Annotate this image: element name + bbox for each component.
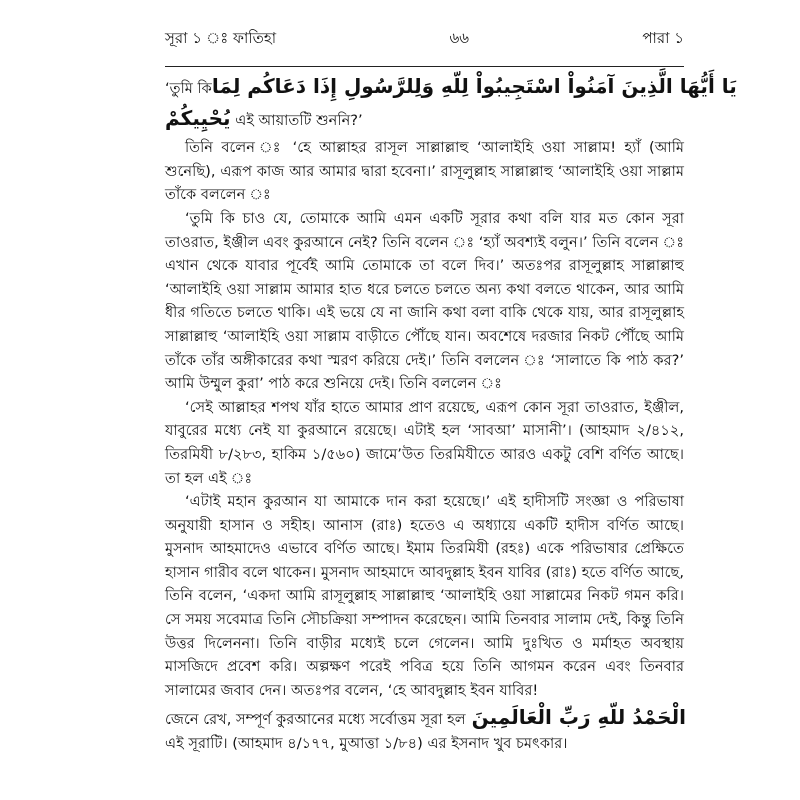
paragraph-1: তিনি বলেন ঃ ‘হে আল্লাহর রাসূল সাল্লাল্লাহু ‘আলাইহি ওয়া সাল্লাম! হ্যাঁ (আমি শুনেছি), এরূপ কাজ আর আমার দ্বারা হবেনা।’ রাসূলুল্লাহ সাল্লাল্লাহু ‘আলাইহি ওয়া সাল্লাম তাঁকে বললেন ঃ [165,139,684,204]
header-para: পারা ১ [642,28,684,47]
verse-arabic-2: يُحْيِيكُمْ [165,105,231,130]
fatiha-line [165,706,684,732]
verse-line [165,74,737,101]
header-rule [165,66,684,67]
verse-line-2 [165,107,684,133]
paragraph-4: ‘এটাই মহান কুরআন যা আমাকে দান করা হয়েছে।’ এই হাদীসটি সংজ্ঞা ও পরিভাষা অনুযায়ী হাসান ও সহীহ। আনাস (রাঃ) হতেও এ অধ্যায়ে একটি হাদীস বর্ণিত আছে। মুসনাদ আহমাদেও এভাবে বর্ণিত আছে। ইমাম তিরমিযী (রহঃ) একে পরিভাষার প্রেক্ষিতে হাসান গারীব বলে থাকেন। মুসনাদ আহমাদে আবদুল্লাহ ইবন যাবির (রাঃ) হতে বর্ণিত আছে, তিনি বলেন, ‘একদা আমি রাসূলুল্লাহ সাল্লাল্লাহু ‘আলাইহি ওয়া সাল্লামের নিকট গমন করি। সে সময় সবেমাত্র তিনি সৌচক্রিয়া সম্পাদন করেছেন। আমি তিনবার সালাম দেই, কিন্তু তিনি উত্তর দিলেননা। তিনি বাড়ীর মধ্যেই চলে গেলেন। আমি দুঃখিত ও মর্মাহত অবস্থায় মাসজিদে প্রবেশ করি। অল্পক্ষণ পরেই পবিত্র হয়ে তিনি আগমন করেন এবং তিনবার সালামের জবাব দেন। অতঃপর বলেন, ‘হে আবদুল্লাহ ইবন যাবির! [165,493,684,699]
header-page-number: ৬৬ [449,28,469,47]
verse-suffix: এই আয়াতটি শুননি?’ [235,111,363,129]
header-surah: সূরা ১ ঃ ফাতিহা [165,28,277,47]
paragraph-2: ‘তুমি কি চাও যে, তোমাকে আমি এমন একটি সূরার কথা বলি যার মত কোন সূরা তাওরাত, ইঞ্জীল এবং কুরআনে নেই? তিনি বলেন ঃ ‘হ্যাঁ অবশ্যই বলুন।’ তিনি বলেন ঃ এখান থেকে যাবার পূর্বেই আমি তোমাকে তা বলে দিব।’ অতঃপর রাসূলুল্লাহ সাল্লাল্লাহু ‘আলাইহি ওয়া সাল্লাম আমার হাত ধরে চলতে চলতে অন্য কথা বলতে থাকেন, আর আমি ধীর গতিতে চলতে থাকি। এই ভয়ে যে না জানি কথা বলা বাকি থেকে যায়, আর রাসূলুল্লাহ সাল্লাল্লাহু ‘আলাইহি ওয়া সাল্লাম বাড়ীতে পৌঁছে যান। অবশেষে দরজার নিকট পৌঁছে আমি তাঁকে তাঁর অঙ্গীকারের কথা স্মরণ করিয়ে দেই।’ তিনি বললেন ঃ ‘সালাতে কি পাঠ কর?’ আমি উম্মুল কুরা’ পাঠ করে শুনিয়ে দেই। তিনি বললেন ঃ [165,209,684,393]
fatiha-prefix: জেনে রেখ, সম্পূর্ণ কুরআনের মধ্যে সর্বোত্তম সূরা হল [165,711,466,729]
page-body [165,74,737,756]
page-header [165,28,684,50]
last-line: এই সূরাটি। (আহমাদ ৪/১৭৭, মুআত্তা ১/৮৪) এর ইসনাদ খুব চমৎকার। [165,735,568,753]
paragraph-3: ‘সেই আল্লাহর শপথ যাঁর হাতে আমার প্রাণ রয়েছে, এরূপ কোন সূরা তাওরাত, ইঞ্জীল, যাবুরের মধ্যে নেই যা কুরআনে রয়েছে। এটাই হল ‘সাবআ’ মাসানী’। (আহমাদ ২/৪১২, তিরমিযী ৮/২৮৩, হাকিম ১/৫৬০) জামে’উত তিরমিযীতে আরও একটু বেশি বর্ণিত আছে। তা হল এই ঃ [165,398,684,487]
fatiha-arabic: الْحَمْدُ للّهِ رَبِّ الْعَالَمِينَ [471,705,686,730]
verse-prefix: ‘তুমি কি [165,80,212,97]
verse-arabic: يَا أَيُّهَا الَّذِينَ آمَنُواْ اسْتَجِيبُواْ لِلّهِ وَلِلرَّسُولِ إِذَا دَعَاكُم لِمَا [211,74,737,98]
